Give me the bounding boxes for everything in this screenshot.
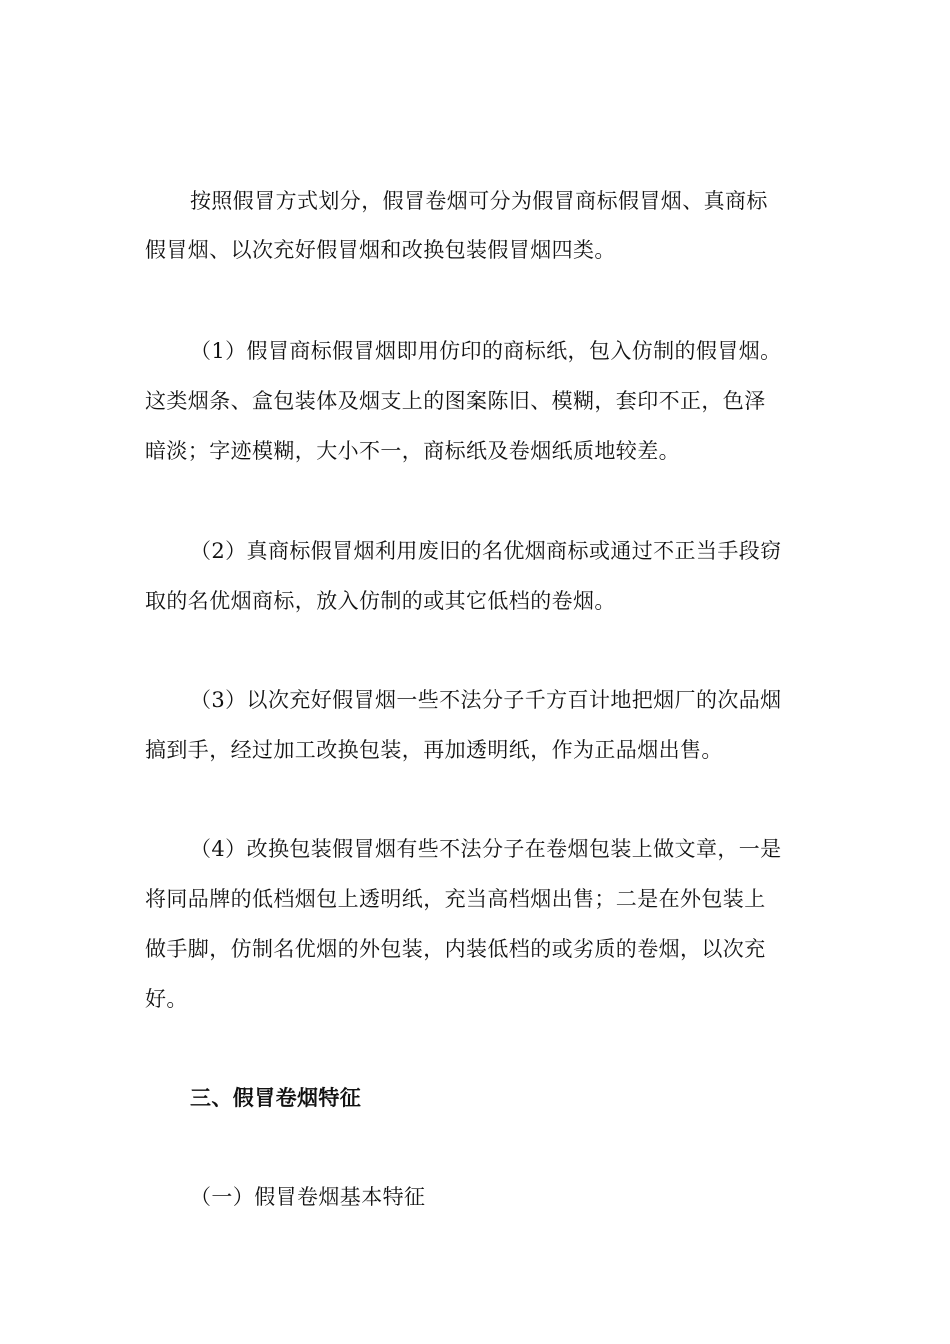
item-3-line-1: （3）以次充好假冒烟一些不法分子千方百计地把烟厂的次品烟 [190, 688, 782, 712]
item-4-line-1: （4）改换包装假冒烟有些不法分子在卷烟包装上做文章，一是 [190, 837, 782, 861]
item-4-line-4: 好。 [145, 987, 188, 1011]
item-4-line-2: 将同品牌的低档烟包上透明纸，充当高档烟出售；二是在外包装上 [145, 887, 766, 911]
item-2-line-2: 取的名优烟商标，放入仿制的或其它低档的卷烟。 [145, 589, 616, 613]
item-1-line-2: 这类烟条、盒包装体及烟支上的图案陈旧、模糊，套印不正，色泽 [145, 389, 766, 413]
item-1-line-1: （1）假冒商标假冒烟即用仿印的商标纸，包入仿制的假冒烟。 [190, 339, 782, 363]
item-2-line-1: （2）真商标假冒烟利用废旧的名优烟商标或通过不正当手段窃 [190, 539, 782, 563]
intro-line-2: 假冒烟、以次充好假冒烟和改换包装假冒烟四类。 [145, 238, 616, 262]
intro-line-1: 按照假冒方式划分，假冒卷烟可分为假冒商标假冒烟、真商标 [190, 189, 768, 213]
item-1-line-3: 暗淡；字迹模糊，大小不一，商标纸及卷烟纸质地较差。 [145, 439, 680, 463]
item-4-line-3: 做手脚，仿制名优烟的外包装，内装低档的或劣质的卷烟，以次充 [145, 937, 766, 961]
section-heading: 三、假冒卷烟特征 [190, 1086, 362, 1110]
subsection-heading: （一）假冒卷烟基本特征 [190, 1185, 426, 1209]
item-3-line-2: 搞到手，经过加工改换包装，再加透明纸，作为正品烟出售。 [145, 738, 723, 762]
